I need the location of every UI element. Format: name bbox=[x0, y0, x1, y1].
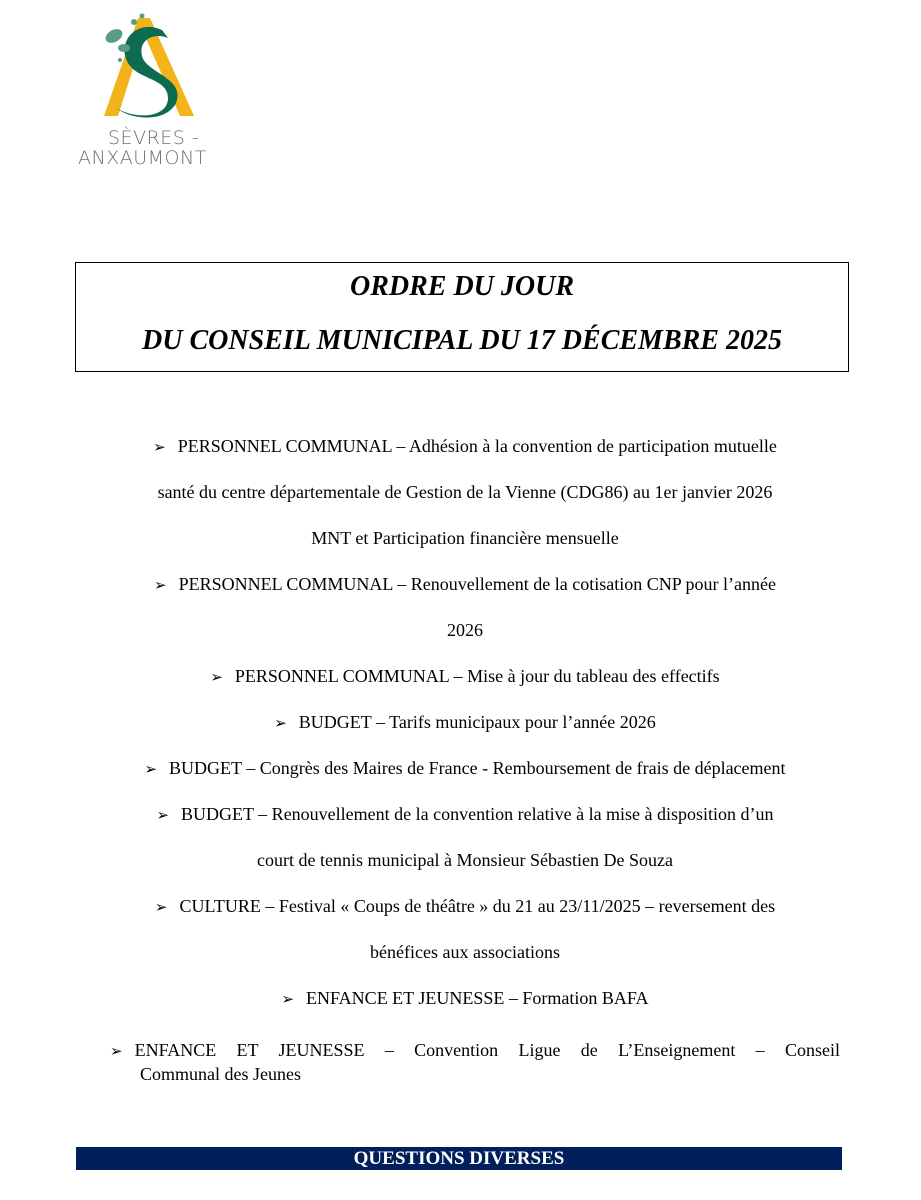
arrow-bullet-icon: ➢ bbox=[154, 900, 168, 916]
agenda-item-line bbox=[80, 975, 850, 1021]
agenda-item-line bbox=[80, 469, 850, 515]
title-box bbox=[75, 262, 849, 372]
arrow-bullet-icon: ➢ bbox=[156, 808, 170, 824]
agenda-item-text: santé du centre départementale de Gestion de la Vienne (CDG86) au 1er janvier 2026 bbox=[157, 482, 773, 502]
agenda-item-text: BUDGET – Tarifs municipaux pour l’année 2026 bbox=[298, 712, 656, 732]
agenda-item-text: bénéfices aux associations bbox=[370, 942, 560, 962]
arrow-bullet-icon: ➢ bbox=[281, 992, 295, 1008]
arrow-bullet-icon: ➢ bbox=[110, 1044, 123, 1060]
agenda-item-line bbox=[80, 745, 850, 791]
agenda-item bbox=[80, 745, 850, 791]
agenda-item bbox=[80, 975, 850, 1021]
agenda-item-line bbox=[80, 515, 850, 561]
agenda-item bbox=[80, 561, 850, 653]
arrow-bullet-icon: ➢ bbox=[154, 578, 167, 594]
agenda-item-text: 2026 bbox=[447, 620, 483, 640]
agenda-item-text: PERSONNEL COMMUNAL – Adhésion à la convention de participation mutuelle bbox=[177, 436, 777, 456]
title-line2: DU CONSEIL MUNICIPAL DU 17 DÉCEMBRE 2025 bbox=[142, 325, 782, 356]
agenda-item-text: ENFANCE ET JEUNESSE – Convention Ligue de L’Enseignement – Conseil bbox=[134, 1040, 840, 1060]
logo-line1: SÈVRES - bbox=[108, 127, 200, 149]
agenda-item-text: PERSONNEL COMMUNAL – Renouvellement de la cotisation CNP pour l’année bbox=[178, 574, 776, 594]
agenda-item bbox=[80, 791, 850, 883]
agenda-item-text: court de tennis municipal à Monsieur Sébastien De Souza bbox=[257, 850, 673, 870]
agenda-item-line bbox=[80, 837, 850, 883]
agenda-item-line bbox=[80, 607, 850, 653]
agenda-item-line bbox=[80, 561, 850, 607]
agenda-item-text: MNT et Participation financière mensuelle bbox=[311, 528, 619, 548]
questions-diverses-banner: QUESTIONS DIVERSES bbox=[76, 1147, 842, 1170]
agenda-item-text: ENFANCE ET JEUNESSE – Formation BAFA bbox=[306, 988, 649, 1008]
logo-line2: ANXAUMONT bbox=[78, 147, 207, 169]
agenda-item-text: BUDGET – Congrès des Maires de France - Remboursement de frais de déplacement bbox=[169, 758, 786, 778]
agenda-item bbox=[80, 653, 850, 699]
agenda-item bbox=[80, 699, 850, 745]
logo-text bbox=[78, 128, 228, 168]
agenda-item-line bbox=[80, 883, 850, 929]
arrow-bullet-icon: ➢ bbox=[144, 762, 158, 778]
agenda-item-line bbox=[80, 423, 850, 469]
agenda-item-line bbox=[80, 791, 850, 837]
agenda-item-text: CULTURE – Festival « Coups de théâtre » du 21 au 23/11/2025 – reversement des bbox=[179, 896, 776, 916]
agenda-list bbox=[80, 423, 850, 1021]
agenda-item-text: Communal des Jeunes bbox=[140, 1064, 301, 1084]
agenda-item-line bbox=[80, 699, 850, 745]
agenda-item bbox=[110, 1039, 840, 1085]
title-line1: ORDRE DU JOUR bbox=[349, 271, 575, 302]
agenda-item-line bbox=[80, 929, 850, 975]
agenda-item-line bbox=[80, 653, 850, 699]
arrow-bullet-icon: ➢ bbox=[153, 440, 166, 456]
agenda-item-text: PERSONNEL COMMUNAL – Mise à jour du tableau des effectifs bbox=[234, 666, 720, 686]
arrow-bullet-icon: ➢ bbox=[210, 670, 223, 686]
agenda-item bbox=[80, 883, 850, 975]
agenda-item bbox=[80, 423, 850, 561]
arrow-bullet-icon: ➢ bbox=[274, 716, 287, 732]
agenda-item-text: BUDGET – Renouvellement de la convention relative à la mise à disposition d’un bbox=[181, 804, 774, 824]
